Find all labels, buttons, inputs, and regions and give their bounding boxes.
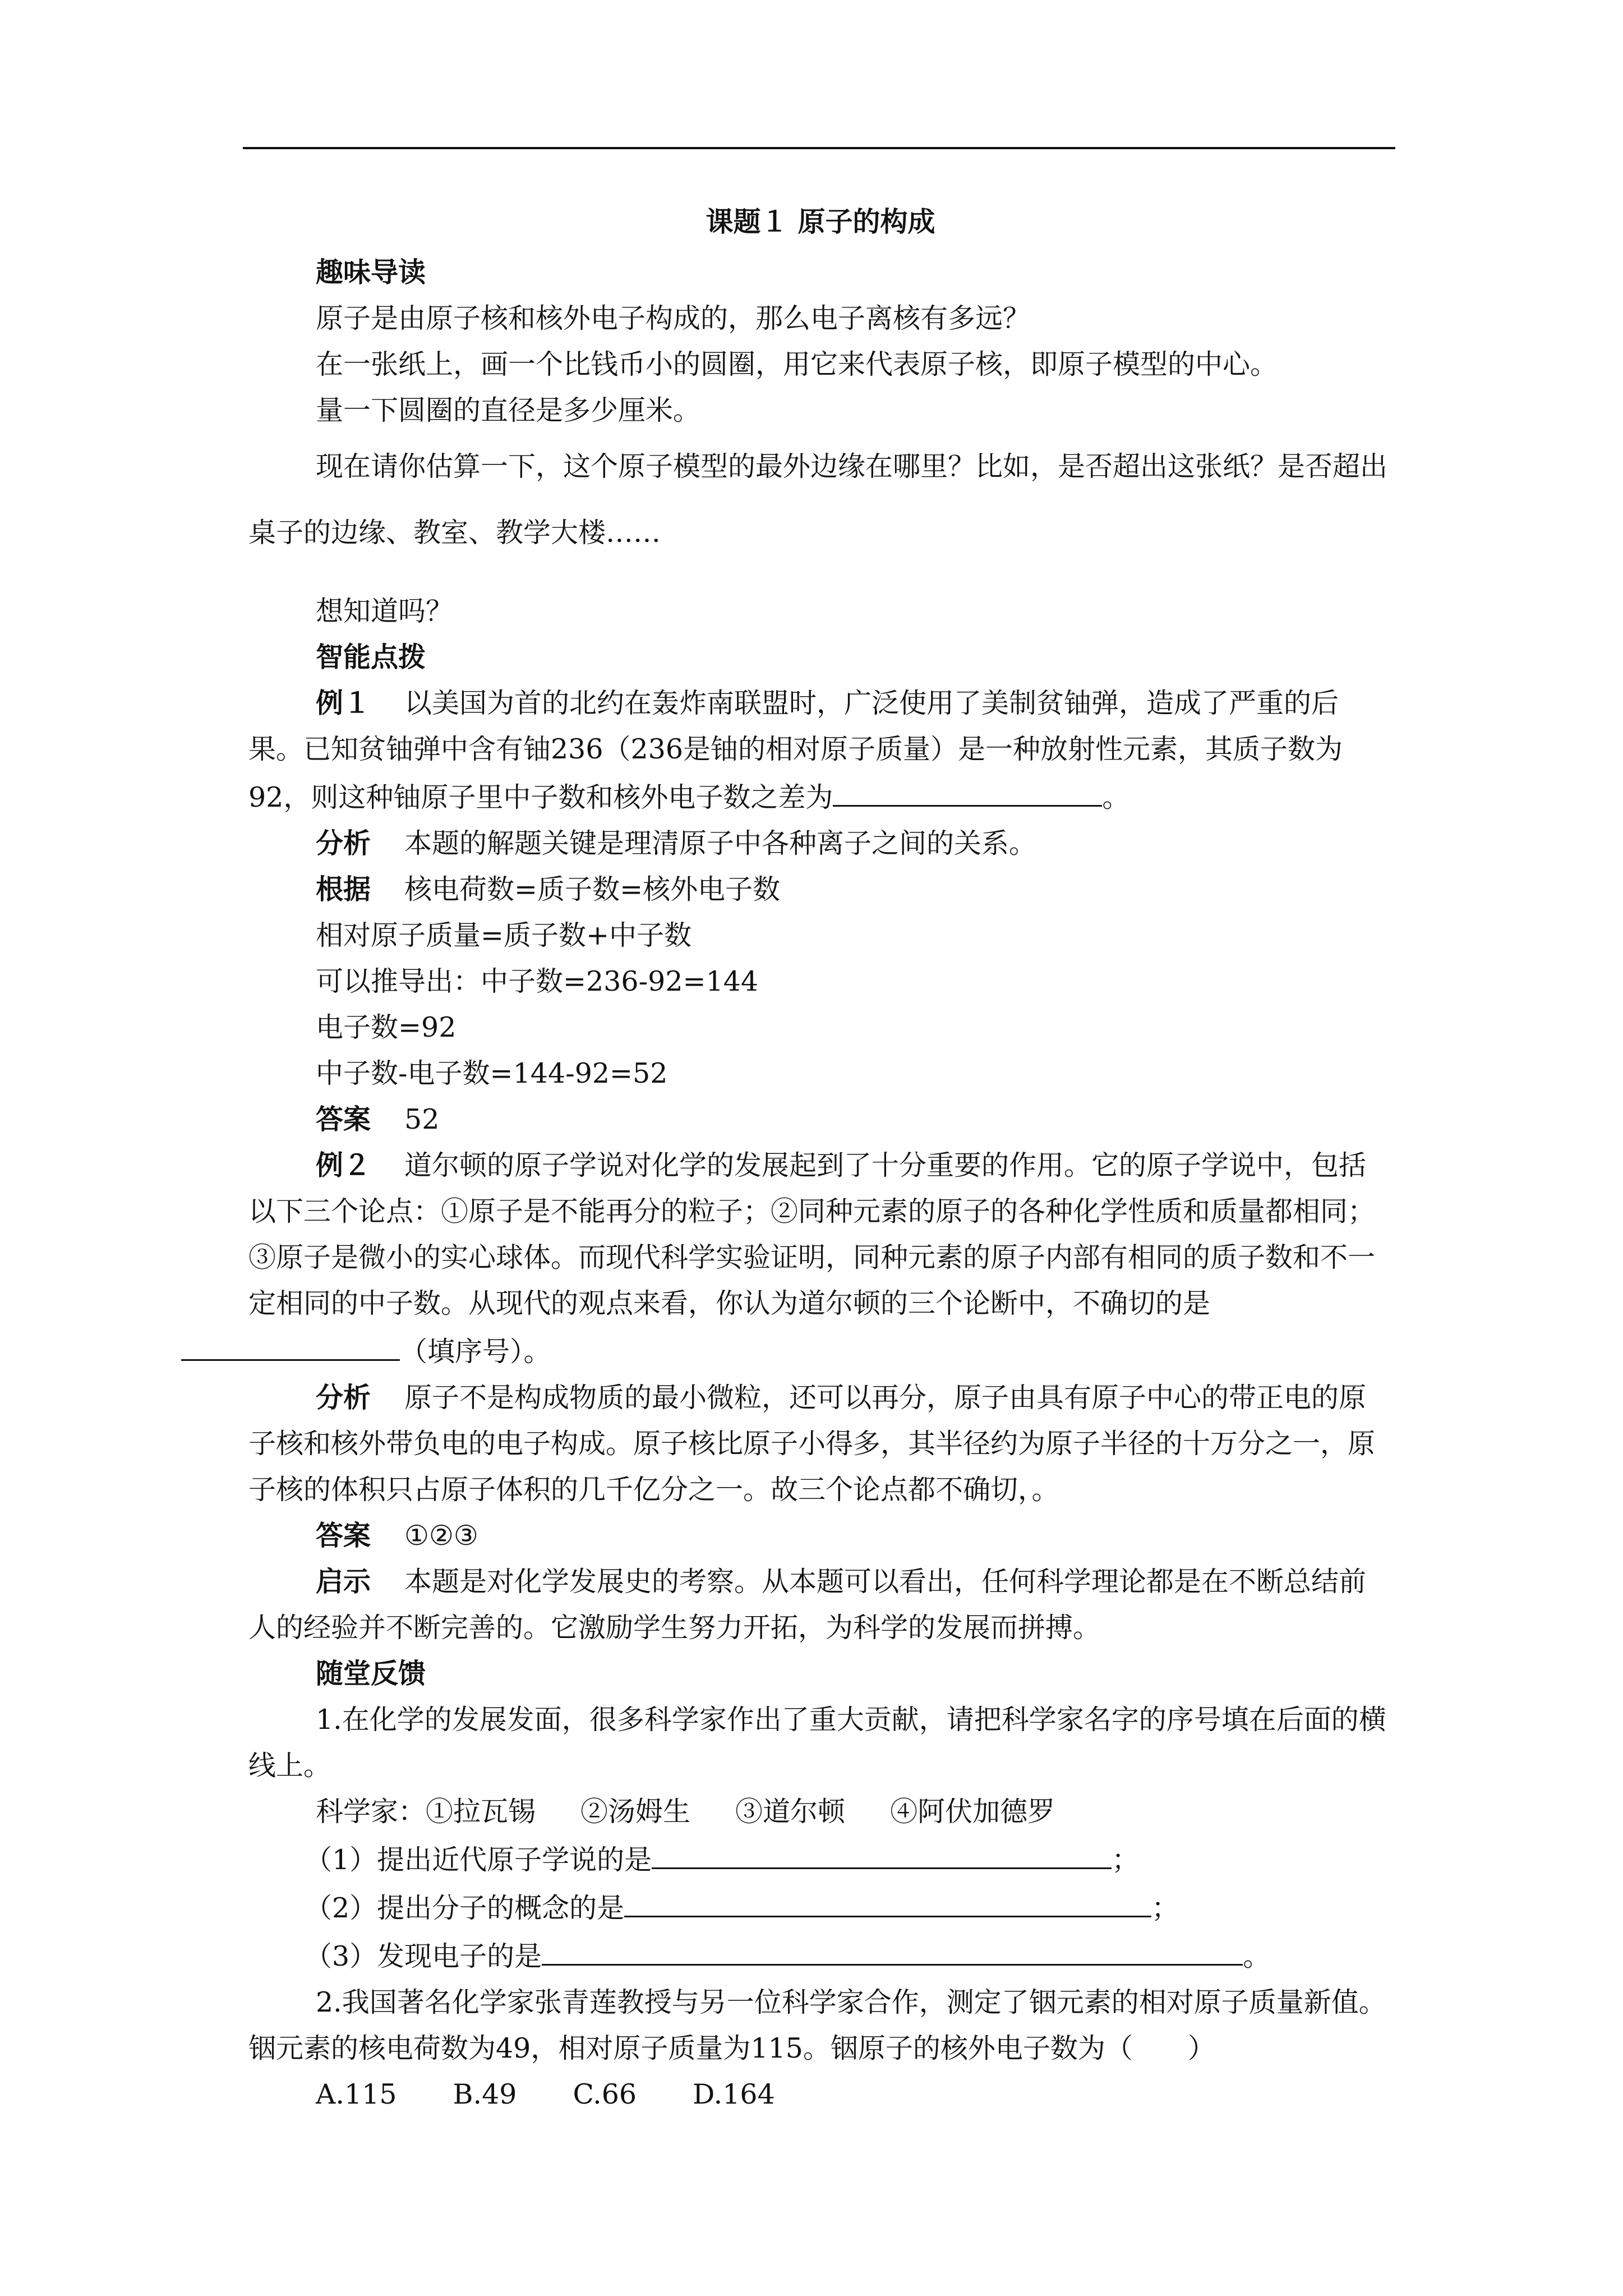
example-1	[248, 680, 1393, 821]
page-title: 课题１ 原子的构成	[706, 206, 935, 238]
answer-blank[interactable]	[181, 1327, 400, 1361]
intro-paragraph: 原子是由原子核和核外电子构成的，那么电子离核有多远？	[316, 302, 1031, 334]
hint-text: 本题是对化学发展史的考察。从本题可以看出，任何科学理论都是在不断总结前人的经验并不断完善的。它激励学生努力开拓，为科学的发展而拼搏。	[248, 1566, 1367, 1644]
derivation-line: 可以推导出：中子数=236-92=144	[316, 965, 759, 997]
option-c: C.66	[573, 2078, 637, 2110]
analysis-label: 分析	[316, 1382, 371, 1414]
analysis-text: 原子不是构成物质的最小微粒，还可以再分，原子由具有原子中心的带正电的原子核和核外带负电的电子构成。原子核比原子小得多，其半径约为原子半径的十万分之一，原子核的体积只占原子体积的几千亿分之一。故三个论点都不确切，。	[248, 1382, 1376, 1506]
intro-paragraph: 现在请你估算一下，这个原子模型的最外边缘在哪里？比如，是否超出这张纸？是否超出桌子的边缘、教室、教学大楼……	[248, 450, 1388, 549]
scientist-option: ①拉瓦锡	[426, 1796, 536, 1828]
intro-paragraph: 在一张纸上，画一个比钱币小的圆圈，用它来代表原子核，即原子模型的中心。	[316, 348, 1278, 380]
scientist-option: ④阿伏加德罗	[890, 1796, 1055, 1828]
intro-heading: 趣味导读	[316, 256, 426, 288]
example-text: 道尔顿的原子学说对化学的发展起到了十分重要的作用。它的原子学说中，包括以下三个论点：①原子是不能再分的粒子；②同种元素的原子的各种化学性质和质量都相同；③原子是微小的实心球体。而现代科学实验证明，同种元素的原子内部有相同的质子数和不一定相同的中子数。从现代的观点来看，你认为道尔顿的三个论断中，不确切的是	[248, 1149, 1376, 1319]
answer-blank[interactable]	[624, 1883, 1151, 1917]
intro-paragraph: 想知道吗？	[316, 595, 454, 627]
question-2-options	[248, 2072, 1393, 2118]
item-text: （2）提出分子的概念的是	[305, 1892, 625, 1924]
question-1-item	[248, 1883, 1393, 1931]
answer-label: 答案	[316, 1520, 371, 1552]
scientist-option: ③道尔顿	[735, 1796, 846, 1828]
example-label: 例２	[316, 1149, 371, 1181]
sentence-end: 。	[1102, 781, 1130, 813]
tips-heading: 智能点拨	[316, 641, 426, 673]
answer-text: 52	[404, 1103, 440, 1135]
scientists-label: 科学家：	[316, 1796, 426, 1828]
example-text: 以美国为首的北约在轰炸南联盟时，广泛使用了美制贫铀弹，造成了严重的后果。已知贫铀弹中含有铀236（236是铀的相对原子质量）是一种放射性元素，其质子数为92，则这种铀原子里中子数和核外电子数之差为	[248, 687, 1343, 813]
hint	[248, 1559, 1393, 1651]
derivation-line: 中子数-电子数=144-92=52	[316, 1057, 668, 1089]
basis-label: 根据	[316, 873, 371, 905]
answer	[248, 1097, 1393, 1143]
basis	[248, 867, 1393, 913]
basis-text: 核电荷数=质子数=核外电子数	[404, 873, 781, 905]
analysis	[248, 1375, 1393, 1513]
question-1-item	[248, 1835, 1393, 1883]
option-d: D.164	[693, 2078, 775, 2110]
example-2	[248, 1143, 1393, 1375]
item-text: （3）发现电子的是	[305, 1940, 542, 1972]
scientist-option: ②汤姆生	[580, 1796, 691, 1828]
sentence-end: 。	[1243, 1940, 1271, 1972]
answer-blank[interactable]	[652, 1835, 1112, 1869]
feedback-heading: 随堂反馈	[316, 1658, 426, 1690]
hint-label: 启示	[316, 1566, 371, 1598]
analysis	[248, 821, 1393, 867]
scientist-list	[248, 1789, 1393, 1835]
option-a: A.115	[316, 2078, 397, 2110]
analysis-label: 分析	[316, 827, 371, 859]
question-1: 1.在化学的发展发面，很多科学家作出了重大贡献，请把科学家名字的序号填在后面的横线上。	[248, 1704, 1386, 1782]
sentence-end: （填序号）。	[400, 1336, 551, 1368]
question-2: 2.我国著名化学家张青莲教授与另一位科学家合作，测定了铟元素的相对原子质量新值。铟元素的核电荷数为49，相对原子质量为115。铟原子的核外电子数为（ ）	[248, 1986, 1386, 2064]
document-body	[248, 199, 1393, 2118]
sentence-end: ；	[1151, 1892, 1179, 1924]
intro-paragraph: 量一下圆圈的直径是多少厘米。	[316, 394, 701, 426]
derivation-line: 相对原子质量=质子数+中子数	[316, 919, 692, 951]
question-1-item	[248, 1931, 1393, 1980]
answer-label: 答案	[316, 1103, 371, 1135]
item-text: （1）提出近代原子学说的是	[305, 1844, 652, 1876]
answer-blank[interactable]	[542, 1931, 1243, 1966]
answer-text: ①②③	[404, 1520, 478, 1552]
example-label: 例１	[316, 687, 371, 719]
answer-blank[interactable]	[833, 772, 1102, 807]
option-b: B.49	[453, 2078, 517, 2110]
sentence-end: ；	[1112, 1844, 1140, 1876]
derivation-line: 电子数=92	[316, 1011, 457, 1043]
header-rule	[243, 147, 1395, 149]
answer	[248, 1513, 1393, 1559]
analysis-text: 本题的解题关键是理清原子中各种离子之间的关系。	[404, 827, 1037, 859]
